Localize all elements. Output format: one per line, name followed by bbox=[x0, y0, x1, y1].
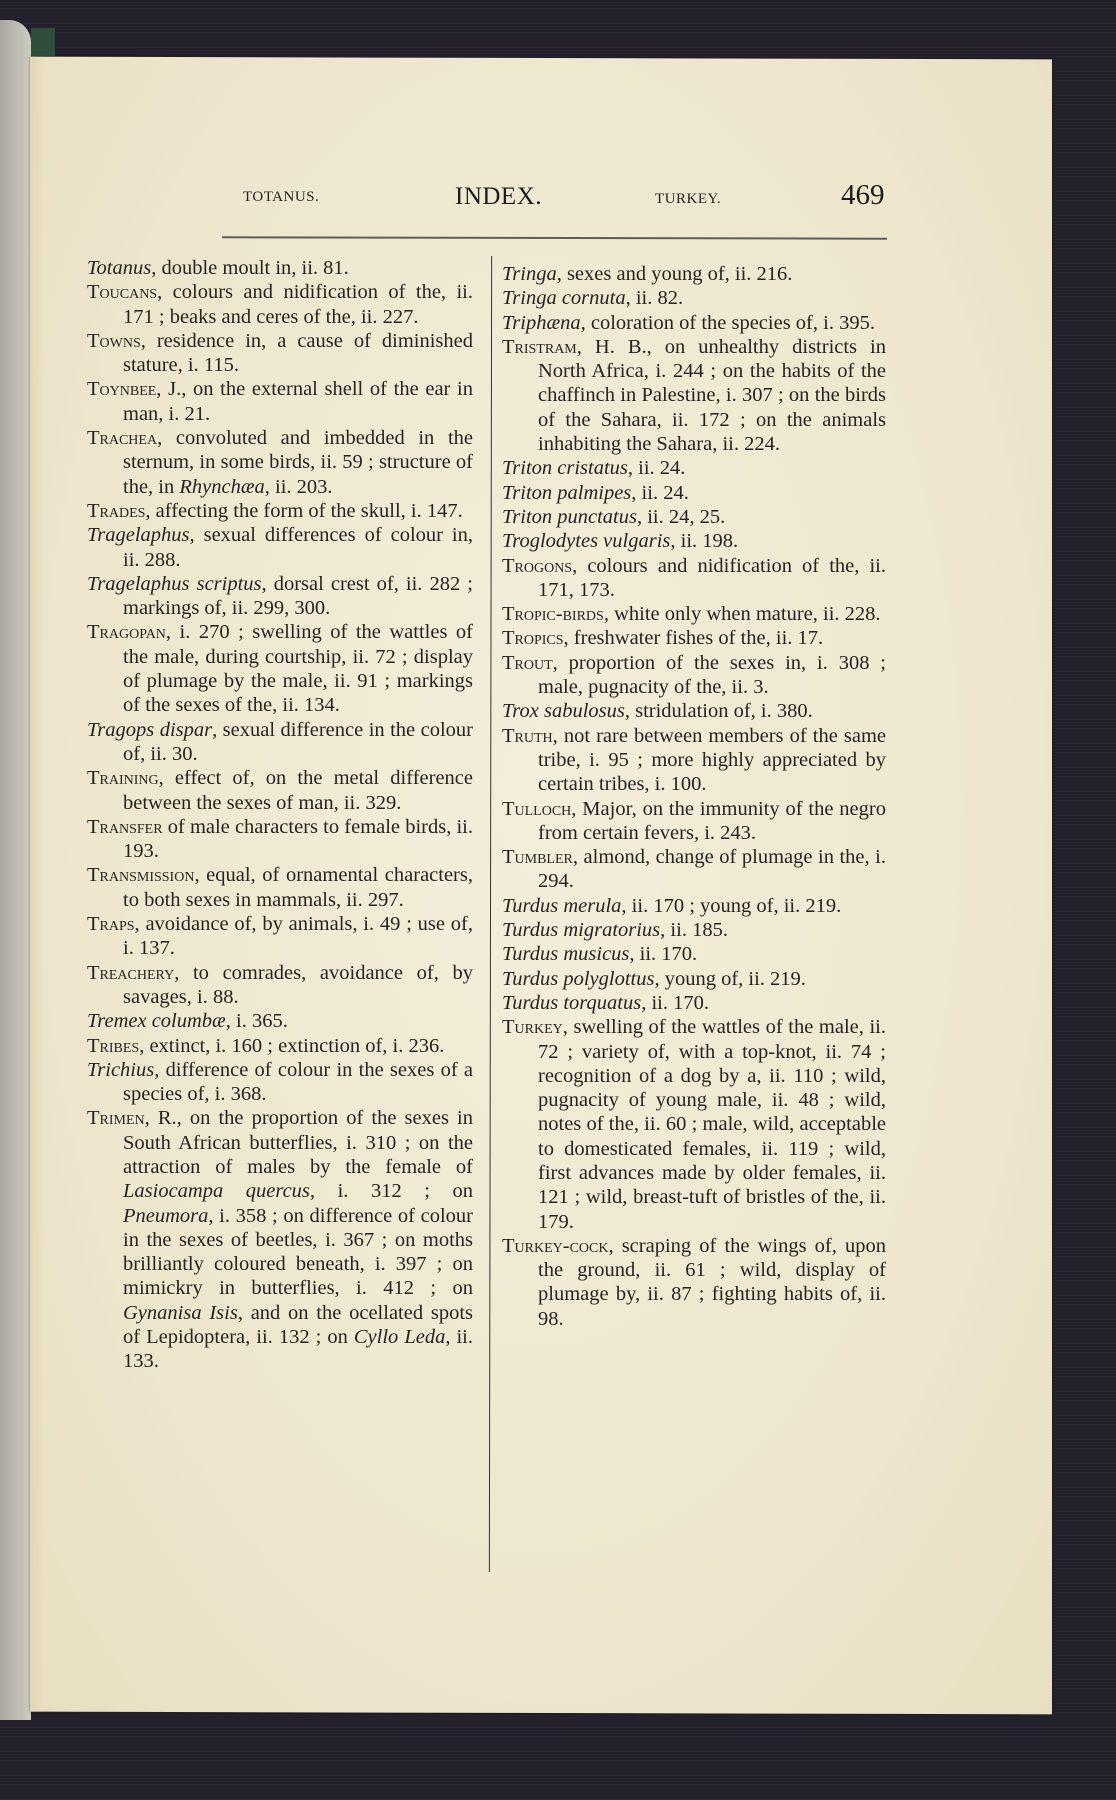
entry-text: , swelling of the wattles of the male, ii. 72 ; variety of, with a top-knot, ii. 74 ; recognition of a dog by a, ii. 110 ; wild, pugnacity of young male, ii. 48 ; wild, notes of the, ii. 60 ; male, wild, acceptable to domesticated females, ii. 119 ; wild, first advances made by older females, ii. 121 ; wild, breast-tuft of bristles of the, ii. 179. bbox=[538, 1016, 886, 1233]
entry-heading: Transfer bbox=[87, 815, 163, 838]
entry-text: , i. 270 ; swelling of the wattles of the male, during courtship, ii. 72 ; display of plumage by the male, ii. 91 ; markings of the sexes of the, ii. 134. bbox=[123, 621, 473, 717]
entry-heading: Tropic-birds bbox=[502, 603, 604, 626]
index-entry bbox=[502, 845, 886, 894]
entry-heading: Trogons bbox=[502, 554, 573, 577]
entry-text: , H. B., on unhealthy districts in North Africa, i. 244 ; on the habits of the chaffinch in Palestine, i. 307 ; on the birds of the Sahara, ii. 172 ; on the animals inhabiting the Sahara, ii. 224. bbox=[538, 335, 886, 456]
entry-heading: Turdus polyglottus bbox=[502, 967, 655, 990]
index-entry bbox=[87, 1034, 473, 1058]
entry-text: , proportion of the sexes in, i. 308 ; male, pugnacity of the, ii. 3. bbox=[538, 651, 886, 699]
entry-heading: Training bbox=[87, 767, 159, 790]
index-entry bbox=[87, 1058, 473, 1107]
entry-text: , and on the ocellated spots of Lepidoptera, ii. 132 ; on bbox=[123, 1301, 473, 1349]
index-entry bbox=[502, 918, 886, 942]
entry-text: , colours and nidification of the, ii. 171 ; beaks and ceres of the, ii. 227. bbox=[123, 281, 473, 328]
entry-heading: Trimen bbox=[87, 1107, 145, 1130]
entry-heading: Tragopan bbox=[87, 621, 166, 644]
entry-heading: Triphæna bbox=[502, 311, 581, 334]
entry-text: , ii. 170. bbox=[629, 943, 698, 966]
index-entry bbox=[502, 505, 886, 529]
index-entry bbox=[502, 651, 886, 700]
entry-text: , ii. 82. bbox=[625, 287, 684, 310]
entry-text: , extinct, i. 160 ; extinction of, i. 236. bbox=[139, 1034, 445, 1057]
index-entry bbox=[87, 815, 473, 864]
entry-heading: Traps bbox=[87, 913, 135, 936]
entry-heading: Triton punctatus bbox=[502, 505, 637, 528]
entry-heading: Triton palmipes bbox=[502, 481, 632, 504]
index-entry bbox=[502, 286, 886, 310]
index-column-left bbox=[87, 256, 473, 1374]
index-entry bbox=[502, 481, 886, 505]
index-entry bbox=[502, 529, 886, 553]
entry-heading: Tulloch bbox=[502, 797, 572, 820]
index-entry bbox=[502, 335, 886, 456]
entry-heading: Toynbee bbox=[87, 378, 157, 401]
index-entry bbox=[87, 766, 473, 815]
entry-text: , ii. 170. bbox=[641, 991, 709, 1014]
entry-heading: Tribes bbox=[87, 1034, 140, 1057]
index-entry bbox=[87, 329, 473, 378]
entry-text: , sexual difference in the colour of, ii. 30. bbox=[123, 718, 473, 765]
entry-text: , ii. 198. bbox=[670, 530, 739, 553]
entry-heading: Tringa cornuta bbox=[502, 287, 626, 310]
entry-text: , scraping of the wings of, upon the ground, ii. 61 ; wild, display of plumage by, ii. 87 ; fighting habits of, ii. 98. bbox=[538, 1234, 886, 1330]
entry-text: , ii. 24, 25. bbox=[636, 505, 726, 528]
entry-text: , colours and nidification of the, ii. 171, 173. bbox=[538, 554, 886, 601]
entry-text: , difference of colour in the sexes of a species of, i. 368. bbox=[123, 1058, 473, 1106]
index-entry bbox=[502, 699, 886, 723]
entry-heading: Turdus migratorius bbox=[502, 919, 661, 942]
entry-heading: Triton cristatus bbox=[502, 457, 628, 480]
entry-heading: Trox sabulosus bbox=[502, 700, 625, 723]
index-column-right bbox=[502, 262, 886, 1331]
page-number: 469 bbox=[841, 179, 885, 211]
index-entry bbox=[87, 256, 473, 280]
index-entry bbox=[87, 912, 473, 961]
entry-heading: Totanus bbox=[87, 257, 152, 279]
entry-text: , ii. 133. bbox=[123, 1326, 473, 1373]
entry-text: , freshwater fishes of the, ii. 17. bbox=[563, 627, 824, 650]
entry-text: , dorsal crest of, ii. 282 ; markings of, ii. 299, 300. bbox=[123, 572, 473, 620]
entry-italic-term: Pneumora bbox=[123, 1204, 209, 1227]
index-entry bbox=[87, 377, 473, 426]
index-entry bbox=[87, 620, 473, 717]
running-head-left: TOTANUS. bbox=[243, 189, 320, 205]
index-entry bbox=[87, 523, 473, 572]
entry-heading: Trout bbox=[502, 651, 553, 674]
index-entry bbox=[502, 724, 886, 797]
entry-text: , i. 365. bbox=[225, 1010, 288, 1033]
entry-text: , residence in, a cause of diminished stature, i. 115. bbox=[123, 329, 473, 377]
entry-heading: Tremex columbæ bbox=[87, 1010, 226, 1033]
entry-text: , i. 312 ; on bbox=[309, 1180, 473, 1203]
entry-text: , J., on the external shell of the ear in man, i. 21. bbox=[123, 378, 473, 425]
entry-text: , young of, ii. 219. bbox=[654, 967, 806, 990]
entry-text: , effect of, on the metal difference between the sexes of man, ii. 329. bbox=[123, 767, 473, 814]
entry-heading: Truth bbox=[502, 724, 553, 747]
entry-text: , to comrades, avoidance of, by savages, i. 88. bbox=[123, 961, 473, 1008]
entry-italic-term: Rhynchæa bbox=[179, 475, 265, 498]
index-entry bbox=[502, 1234, 886, 1331]
entry-heading: Tropics bbox=[502, 627, 564, 650]
entry-heading: Towns bbox=[87, 329, 141, 352]
index-entry bbox=[502, 262, 886, 286]
entry-text: , affecting the form of the skull, i. 147. bbox=[145, 499, 463, 522]
entry-italic-term: Gynanisa Isis bbox=[123, 1301, 238, 1324]
entry-heading: Tragelaphus bbox=[87, 524, 190, 547]
index-entry bbox=[87, 499, 473, 523]
entry-text: , ii. 203. bbox=[264, 475, 333, 498]
entry-text: , Major, on the immunity of the negro from certain fevers, i. 243. bbox=[538, 797, 886, 844]
entry-heading: Tumbler bbox=[502, 846, 573, 869]
entry-heading: Trades bbox=[87, 499, 146, 522]
entry-heading: Turdus merula bbox=[502, 894, 622, 917]
index-entry bbox=[87, 426, 473, 499]
entry-text: of male characters to female birds, ii. 193. bbox=[123, 815, 473, 863]
entry-heading: Turkey-cock bbox=[502, 1234, 609, 1257]
index-entry bbox=[502, 626, 886, 650]
entry-heading: Turdus torquatus bbox=[502, 991, 642, 1014]
index-entry bbox=[502, 311, 886, 335]
entry-heading: Tringa bbox=[502, 263, 557, 285]
entry-text: , R., on the proportion of the sexes in South African butterflies, i. 310 ; on the attraction of males by the female of bbox=[123, 1107, 473, 1178]
entry-heading: Tragelaphus scriptus bbox=[87, 572, 262, 595]
index-entry bbox=[87, 961, 473, 1010]
index-entry bbox=[502, 797, 886, 846]
index-entry bbox=[87, 718, 473, 767]
entry-heading: Tragops dispar bbox=[87, 718, 213, 741]
running-head-title: INDEX. bbox=[455, 183, 543, 210]
entry-text: , white only when mature, ii. 228. bbox=[603, 603, 881, 626]
index-entry bbox=[502, 456, 886, 480]
entry-text: , ii. 170 ; young of, ii. 219. bbox=[621, 894, 842, 917]
index-entry bbox=[502, 991, 886, 1015]
entry-text: , sexual differences of colour in, ii. 288. bbox=[123, 524, 473, 571]
index-entry bbox=[502, 554, 886, 603]
entry-italic-term: Cyllo Leda bbox=[353, 1326, 446, 1349]
entry-heading: Turdus musicus bbox=[502, 943, 630, 966]
index-entry bbox=[502, 602, 886, 626]
index-entry bbox=[87, 572, 473, 621]
entry-text: , coloration of the species of, i. 395. bbox=[580, 311, 875, 334]
index-entry bbox=[87, 1009, 473, 1033]
entry-text: , convoluted and imbedded in the sternum, in some birds, ii. 59 ; structure of the, in bbox=[123, 427, 473, 498]
index-entry bbox=[87, 1106, 473, 1373]
entry-text: , equal, of ornamental characters, to both sexes in mammals, ii. 297. bbox=[123, 864, 473, 911]
index-entry bbox=[502, 967, 886, 991]
entry-heading: Turkey bbox=[502, 1016, 563, 1039]
entry-heading: Tristram bbox=[502, 335, 577, 358]
entry-text: , almond, change of plumage in the, i. 294. bbox=[538, 846, 886, 893]
entry-text: , avoidance of, by animals, i. 49 ; use of, i. 137. bbox=[123, 913, 473, 960]
index-entry bbox=[502, 942, 886, 966]
entry-italic-term: Lasiocampa quercus bbox=[123, 1180, 310, 1203]
entry-heading: Treachery bbox=[87, 961, 175, 984]
entry-heading: Trachea bbox=[87, 427, 158, 450]
entry-text: , stridulation of, i. 380. bbox=[624, 700, 813, 723]
entry-text: , ii. 24. bbox=[631, 481, 689, 504]
index-entry bbox=[502, 1015, 886, 1234]
entry-heading: Trichius bbox=[87, 1058, 155, 1081]
entry-heading: Toucans bbox=[87, 281, 158, 304]
entry-text: , i. 358 ; on difference of colour in the sexes of beetles, i. 367 ; on moths brilliantly coloured beneath, i. 397 ; on mimickry in butterflies, i. 412 ; on bbox=[123, 1204, 473, 1300]
running-head-right: TURKEY. bbox=[655, 191, 722, 207]
previous-page-edge bbox=[0, 20, 31, 1720]
entry-text: , not rare between members of the same tribe, i. 95 ; more highly appreciated by certain tribes, i. 100. bbox=[538, 724, 886, 796]
index-entry bbox=[502, 894, 886, 918]
binding-tab bbox=[31, 28, 55, 56]
entry-text: , sexes and young of, ii. 216. bbox=[556, 263, 793, 285]
index-entry bbox=[87, 280, 473, 329]
entry-text: , double moult in, ii. 81. bbox=[151, 257, 349, 279]
page-header bbox=[0, 179, 1116, 225]
index-entry bbox=[87, 863, 473, 912]
entry-text: , ii. 24. bbox=[627, 457, 686, 480]
entry-heading: Transmission bbox=[87, 864, 195, 887]
entry-heading: Troglodytes vulgaris bbox=[502, 530, 671, 553]
entry-text: , ii. 185. bbox=[660, 919, 728, 942]
